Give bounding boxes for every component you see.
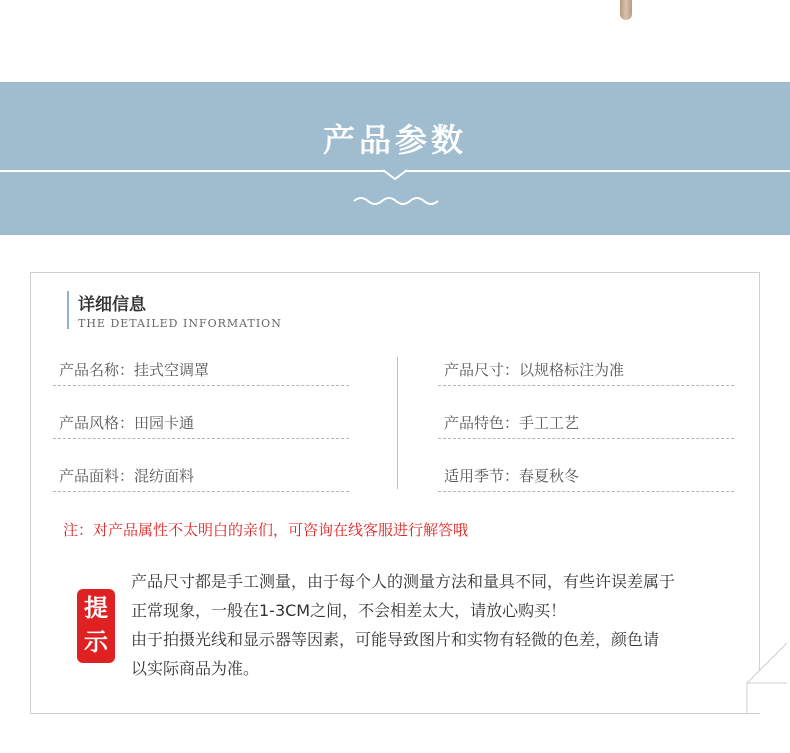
field-product-feature: 产品特色：手工工艺 [438, 410, 734, 439]
banner-divider-right [406, 170, 790, 172]
notch-icon [383, 168, 407, 180]
detail-card [30, 272, 760, 714]
heading-accent-bar [67, 291, 69, 329]
corner-fold-icon [717, 643, 787, 713]
tip-line: 正常现象，一般在1-3CM之间，不会相差太大，请放心购买！ [131, 601, 567, 620]
tip-badge-char: 示 [84, 628, 108, 656]
section-banner [0, 82, 790, 235]
field-product-style: 产品风格：田园卡通 [53, 410, 349, 439]
card-heading: 详细信息 [78, 295, 146, 315]
product-image-fragment [620, 0, 632, 20]
top-image-strip [0, 0, 790, 82]
banner-title: 产品参数 [322, 121, 467, 159]
field-product-size: 产品尺寸：以规格标注为准 [438, 357, 734, 386]
tip-line: 产品尺寸都是手工测量，由于每个人的测量方法和量具不同，有些许误差属于 [131, 572, 676, 591]
tip-badge [77, 589, 115, 663]
tip-badge-char: 提 [84, 594, 108, 622]
banner-divider-left [0, 170, 384, 172]
field-season: 适用季节：春夏秋冬 [438, 463, 734, 492]
field-product-fabric: 产品面料：混纺面料 [53, 463, 349, 492]
tip-line: 以实际商品为准。 [131, 659, 260, 678]
note-text: 注：对产品属性不太明白的亲们，可咨询在线客服进行解答哦 [63, 521, 469, 539]
tip-line: 由于拍摄光线和显示器等因素，可能导致图片和实物有轻微的色差，颜色请 [131, 630, 660, 649]
column-divider [397, 357, 398, 489]
card-subheading: THE DETAILED INFORMATION [78, 317, 282, 330]
wave-icon [352, 194, 440, 208]
field-product-name: 产品名称：挂式空调罩 [53, 357, 349, 386]
tip-text [131, 567, 743, 683]
